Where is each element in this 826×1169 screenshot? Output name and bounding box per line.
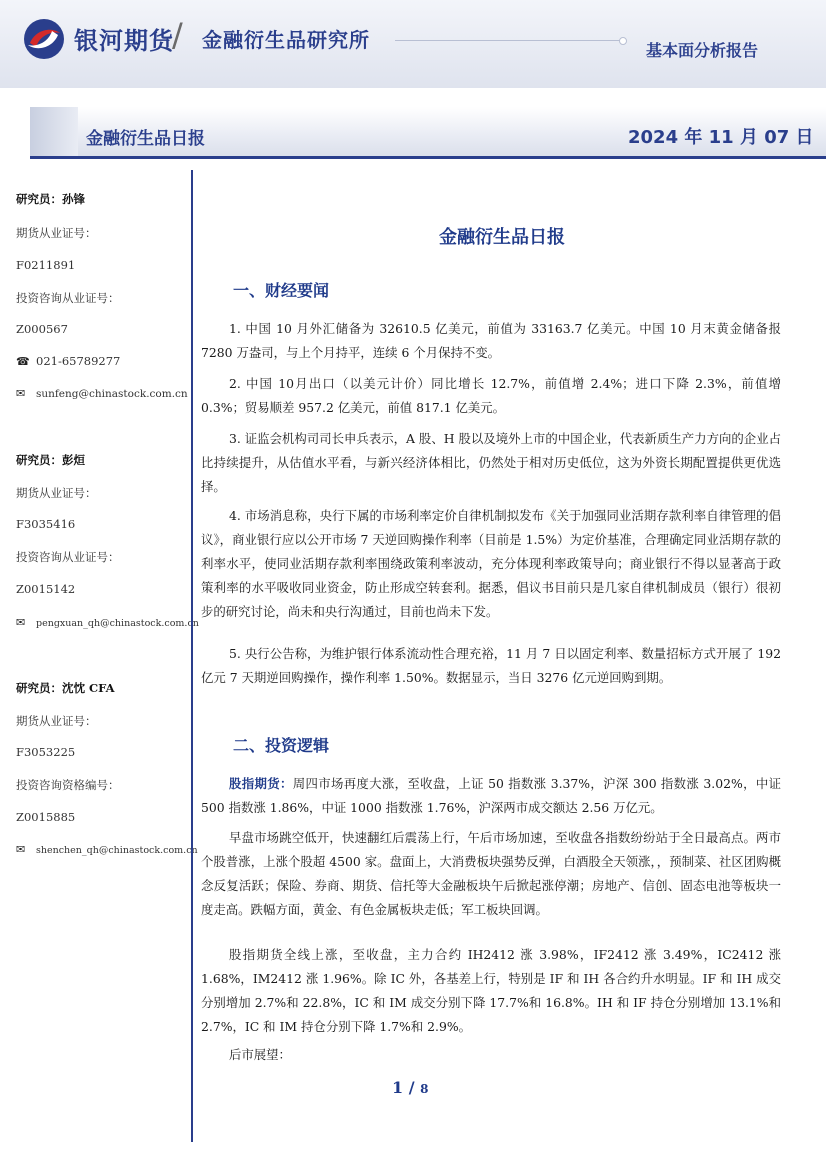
brand-name: 银河期货 [74, 27, 174, 55]
email-line [16, 843, 198, 856]
futures-license: F0211891 [16, 258, 76, 272]
title-band-underline [30, 156, 826, 159]
logic-text: 周四市场再度大涨，至收盘，上证 50 指数涨 3.37%，沪深 300 指数涨 3.02%，中证 500 指数涨 1.86%，中证 1000 指数涨 1.76%，沪深两市成交额达 2.56 万亿元。 [201, 776, 781, 815]
keyword-label: 股指期货： [229, 776, 293, 791]
news-paragraph: 3. 证监会机构司司长申兵表示，A 股、H 股以及境外上市的中国企业，代表新质生产力方向的企业占比持续提升，从估值水平看，与新兴经济体相比，仍然处于相对历史低位，这为外资长期配置提供更优选择。 [201, 431, 781, 494]
invest-license-label: 投资咨询从业证号： [16, 291, 120, 305]
email-link[interactable]: pengxuan_qh@chinastock.com.cn [36, 618, 199, 629]
phone-number: 021-65789277 [36, 354, 121, 368]
title-band-shade [30, 107, 78, 159]
page-number [392, 1078, 429, 1097]
analyst-name: 研究员：孙锋 [16, 192, 85, 206]
email-link[interactable]: sunfeng@chinastock.com.cn [36, 388, 188, 400]
invest-license: Z000567 [16, 322, 68, 336]
current-page: 1 [392, 1078, 404, 1097]
invest-license-label: 投资咨询从业证号： [16, 550, 120, 564]
news-paragraph: 2. 中国 10月出口（以美元计价）同比增长 12.7%，前值增 2.4%；进口下降 2.3%，前值增 0.3%；贸易顺差 957.2 亿美元，前值 817.1 亿美元。 [201, 376, 781, 415]
futures-license-label: 期货从业证号： [16, 486, 97, 500]
section-heading: 一、财经要闻 [233, 281, 330, 300]
phone-line [16, 354, 120, 368]
email-line [16, 616, 199, 629]
total-pages: 8 [420, 1082, 429, 1096]
futures-license: F3035416 [16, 517, 76, 531]
futures-license: F3053225 [16, 745, 76, 759]
invest-license: Z0015885 [16, 810, 76, 824]
email-link[interactable]: shenchen_qh@chinastock.com.cn [36, 845, 198, 856]
analyst-name: 研究员：彭烜 [16, 453, 85, 467]
news-paragraph: 4. 市场消息称，央行下属的市场利率定价自律机制拟发布《关于加强同业活期存款利率自律管理的倡议》，商业银行应以公开市场 7 天逆回购操作利率（目前是 1.5%）为定价基准，合理确定同业活期存款的利率水平，使同业活期存款利率围绕政策利率波动，充分体现利率政策导向；商业银行不得以显著高于政策利率的水平吸收同业资金，防止形成空转套利。据悉，倡议书目前只是几家自律机制成员（银行）很初步的研究讨论，尚未和央行沟通过，目前也尚未下发。 [201, 508, 781, 619]
envelope-icon: ✉ [16, 616, 26, 629]
header-rule-end [619, 37, 627, 45]
phone-icon: ☎ [16, 355, 30, 368]
header-rule [395, 40, 621, 41]
header-slash: / [172, 16, 183, 54]
futures-license-label: 期货从业证号： [16, 226, 97, 240]
band-title: 金融衍生品日报 [86, 129, 205, 149]
logic-paragraph: 股指期货全线上涨，至收盘，主力合约 IH2412 涨 3.98%，IF2412 涨 3.49%，IC2412 涨 1.68%，IM2412 涨 1.96%。除 IC 外，各基差上行，特别是 IF 和 IH 各合约升水明显。IF 和 IH 成交分别增加 2.7%和 22.8%，IC 和 IM 成交分别下降 17.7%和 16.8%。IH 和 IF 持仓分别增加 13.1%和 2.7%，IC 和 IM 持仓分别下降 1.7%和 2.9%。 [201, 947, 781, 1034]
invest-license: Z0015142 [16, 582, 76, 596]
envelope-icon: ✉ [16, 843, 26, 856]
report-date: 2024 年 11 月 07 日 [628, 127, 814, 148]
report-type: 基本面分析报告 [646, 41, 759, 60]
news-paragraph: 5. 央行公告称，为维护银行体系流动性合理充裕，11 月 7 日以固定利率、数量招标方式开展了 192 亿元 7 天期逆回购操作，操作利率 1.50%。数据显示，当日 3276 亿元逆回购到期。 [201, 646, 781, 685]
section-heading: 二、投资逻辑 [233, 736, 330, 755]
futures-license-label: 期货从业证号： [16, 714, 97, 728]
invest-license-label: 投资咨询资格编号： [16, 778, 120, 792]
company-logo-icon [22, 17, 66, 61]
email-line [16, 387, 188, 400]
document-title: 金融衍生品日报 [439, 227, 565, 248]
news-paragraph: 1. 中国 10 月外汇储备为 32610.5 亿美元，前值为 33163.7 亿美元。中国 10 月末黄金储备报 7280 万盎司，与上个月持平，连续 6 个月保持不变。 [201, 321, 781, 360]
institute-name: 金融衍生品研究所 [202, 28, 370, 52]
sidebar-divider [191, 170, 193, 1142]
page-sep: / [408, 1078, 415, 1097]
logic-paragraph: 早盘市场跳空低开，快速翻红后震荡上行，午后市场加速，至收盘各指数纷纷站于全日最高点。两市个股普涨，上涨个股超 4500 家。盘面上，大消费板块强势反弹，白酒股全天领涨，，预制菜、社区团购概念反复活跃；保险、券商、期货、信托等大金融板块午后掀起涨停潮；房地产、信创、固态电池等板块一度走高。跌幅方面，黄金、有色金属板块走低；军工板块回调。 [201, 830, 781, 917]
analyst-name: 研究员：沈忱 CFA [16, 681, 115, 695]
logic-paragraph [201, 772, 781, 820]
logic-paragraph: 后市展望： [229, 1047, 291, 1062]
envelope-icon: ✉ [16, 387, 26, 400]
